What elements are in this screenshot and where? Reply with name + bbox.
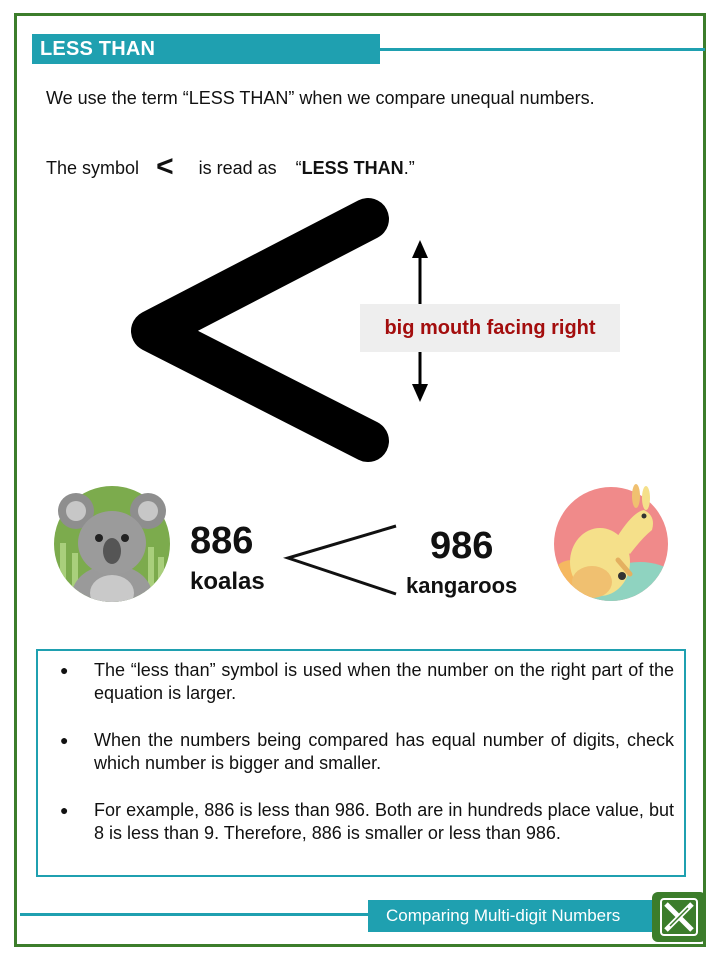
small-less-than-symbol [280,520,400,600]
koala-icon [52,483,172,605]
right-number: 986 [430,525,494,567]
note-item: ● The “less than” symbol is used when the number on the right part of the equation is larger. [48,659,674,705]
kangaroo-icon [552,482,670,606]
intro-text: We use the term “LESS THAN” when we compare unequal numbers. [46,88,595,108]
header-rule [380,48,705,51]
symbol-name: LESS THAN [301,158,404,178]
less-than-glyph: < [156,150,174,183]
big-less-than-symbol [110,195,400,475]
notes-list [48,659,674,845]
footer-rule [20,913,370,916]
note-item: ● When the numbers being compared has equal number of digits, check which number is bigger and smaller. [48,729,674,775]
pencil-ruler-logo-icon [652,892,706,942]
mouth-label: big mouth facing right [360,304,620,352]
symbol-middle: is read as [198,158,277,178]
section-title: LESS THAN [32,34,380,64]
right-label: kangaroos [406,573,518,598]
open-quote: “ [295,158,302,178]
notes-box [36,649,686,877]
close-quote: .” [403,158,415,178]
note-item: ● For example, 886 is less than 986. Both are in hundreds place value, but 8 is less than 9. Therefore, 886 is smaller or less than 986. [48,799,674,845]
footer-title: Comparing Multi-digit Numbers [368,900,656,932]
symbol-prefix: The symbol [46,158,140,178]
left-number: 886 [190,520,254,562]
symbol-sentence [46,150,415,184]
left-label: koalas [190,568,265,595]
